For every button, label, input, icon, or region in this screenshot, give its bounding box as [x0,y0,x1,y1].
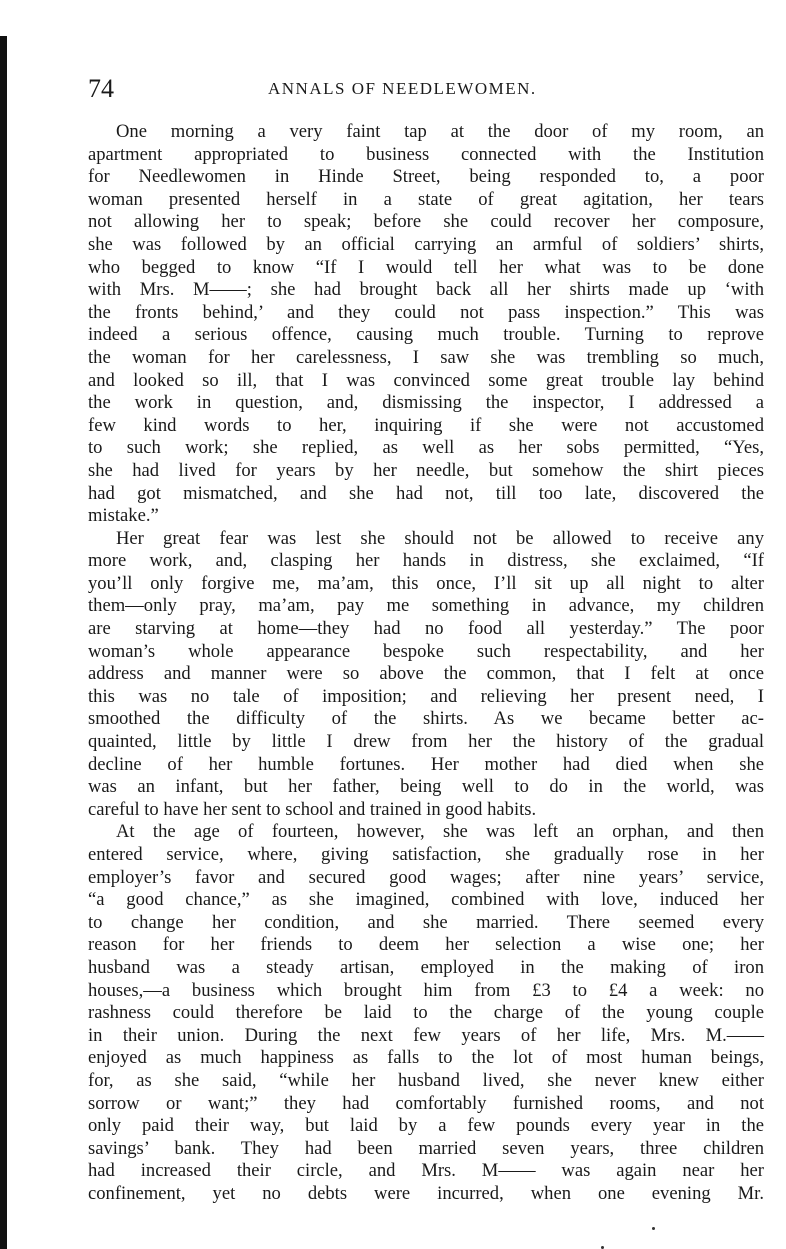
text-line: entered service, where, giving satisfaction, she gradually rose in her [88,844,764,865]
text-line: sorrow or want;” they had comfortably furnished rooms, and not [88,1092,764,1114]
text-line: the fronts behind,’ and they could not pass inspection.” This was [88,301,764,323]
page-number: 74 [88,74,114,103]
text-line: quainted, little by little I drew from her the history of the gradual [88,731,764,753]
text-line: rashness could therefore be laid to the charge of the young couple [88,1002,764,1024]
text-line: was an infant, but her father, being well to do in the world, was [88,776,764,798]
text-line: employer’s favor and secured good wages; after nine years’ service, [88,866,764,888]
text-line: the work in question, and, dismissing the inspector, I addressed a [88,392,764,414]
text-line: not allowing her to speak; before she could recover her composure, [88,211,764,233]
text-line: to change her condition, and she married. There seemed every [88,911,764,933]
text-line: Her great fear was lest she should not be allowed to receive any [116,527,764,549]
text-line: the woman for her carelessness, I saw she was trembling so much, [88,346,764,368]
text-line: only paid their way, but laid by a few pounds every year in the [88,1115,764,1137]
text-line: you’ll only forgive me, ma’am, this once, I’ll sit up all night to alter [88,572,764,594]
text-line: them—only pray, ma’am, pay me something in advance, my children [88,595,764,617]
text-line: she had lived for years by her needle, but somehow the shirt pieces [88,459,764,481]
text-line: she was followed by an official carrying an armful of soldiers’ shirts, [88,233,764,255]
text-line: indeed a serious offence, causing much trouble. Turning to reprove [88,324,764,346]
text-line: smoothed the difficulty of the shirts. As we became better ac- [88,708,764,730]
running-title: ANNALS OF NEEDLEWOMEN. [268,79,537,98]
text-line: woman’s whole appearance bespoke such respectability, and her [88,640,764,662]
text-line: this was no tale of imposition; and relieving her present need, I [88,685,764,707]
text-line: to such work; she replied, as well as her sobs permitted, “Yes, [88,437,764,459]
text-line: confinement, yet no debts were incurred, when one evening Mr. [88,1182,764,1204]
body-text [88,121,764,1206]
text-line: One morning a very faint tap at the door of my room, an [116,121,764,142]
text-line: are starving at home—they had no food all yesterday.” The poor [88,618,764,640]
page-header [88,74,764,104]
text-line: houses,—a business which brought him from £3 to £4 a week: no [88,979,764,1001]
text-line: reason for her friends to deem her selection a wise one; her [88,934,764,956]
page-edge-shadow [0,36,7,1249]
text-line: careful to have her sent to school and trained in good habits. [88,798,537,820]
text-line: apartment appropriated to business connected with the Institution [88,143,764,165]
text-line: At the age of fourteen, however, she was left an orphan, and then [116,821,764,843]
text-line: few kind words to her, inquiring if she were not accustomed [88,414,764,436]
text-line: husband was a steady artisan, employed in the making of iron [88,956,764,978]
text-line: in their union. During the next few years of her life, Mrs. M.—— [88,1024,764,1046]
text-line: “a good chance,” as she imagined, combined with love, induced her [88,889,764,911]
text-line: for Needlewomen in Hinde Street, being responded to, a poor [88,166,764,188]
text-line: mistake.” [88,505,159,527]
text-line: woman presented herself in a state of great agitation, her tears [88,188,764,210]
speck-mark [652,1227,655,1230]
text-line: with Mrs. M——; she had brought back all her shirts made up ‘with [88,279,764,301]
text-line: for, as she said, “while her husband lived, she never knew either [88,1069,764,1091]
text-line: decline of her humble fortunes. Her mother had died when she [88,753,764,775]
text-line: address and manner were so above the common, that I felt at once [88,663,764,685]
text-line: who begged to know “If I would tell her what was to be done [88,256,764,278]
text-line: had got mismatched, and she had not, till too late, discovered the [88,482,764,504]
text-line: and looked so ill, that I was convinced some great trouble lay behind [88,369,764,391]
text-line: more work, and, clasping her hands in distress, she exclaimed, “If [88,550,764,572]
text-line: had increased their circle, and Mrs. M—— was again near her [88,1160,764,1182]
text-line: enjoyed as much happiness as falls to the lot of most human beings, [88,1047,764,1069]
text-line: savings’ bank. They had been married seven years, three children [88,1137,764,1159]
